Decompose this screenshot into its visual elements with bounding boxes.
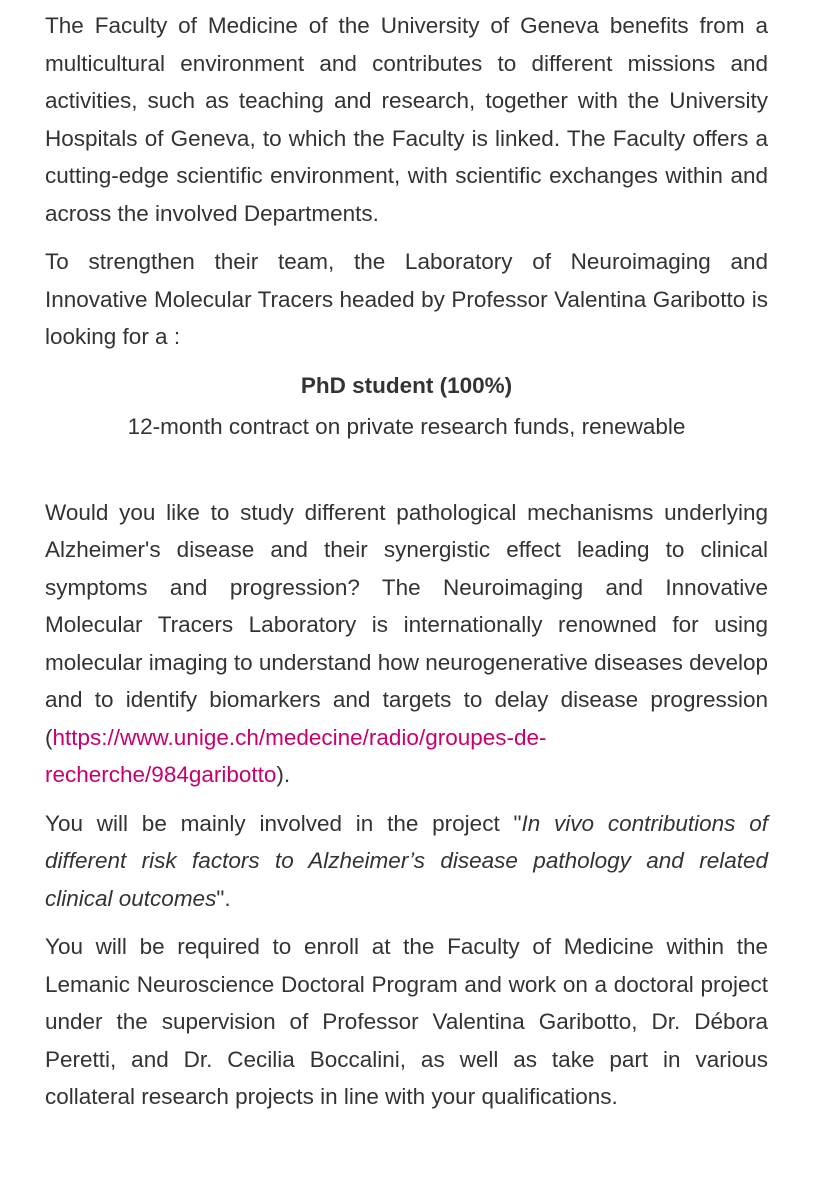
position-title: PhD student (100%) (300, 372, 513, 398)
study-paragraph (45, 494, 768, 794)
intro-paragraph: The Faculty of Medicine of the University of Geneva benefits from a multicultural environment and contributes to different missions and activities, such as teaching and research, together with the University Hospitals of Geneva, to which the Faculty is linked. The Faculty offers a cutting-edge scientific environment, with scientific exchanges within and across the involved Departments. (45, 13, 768, 226)
lab-website-link[interactable] (45, 725, 547, 788)
project-suffix: ". (216, 885, 231, 911)
project-paragraph (45, 805, 768, 918)
enroll-paragraph: You will be required to enroll at the Faculty of Medicine within the Lemanic Neuroscience Doctoral Program and work on a doctoral project under the supervision of Professor Valentina Garibotto, Dr. Débora Peretti, and Dr. Cecilia Boccalini, as well as take part in various collateral research projects in line with your qualifications. (45, 934, 768, 1109)
contract-info: 12-month contract on private research funds, renewable (127, 414, 686, 439)
link-close-paren: ). (276, 762, 291, 787)
study-link-line (45, 719, 768, 794)
team-intro-paragraph: To strengthen their team, the Laboratory of Neuroimaging and Innovative Molecular Tracers headed by Professor Valentina Garibotto is looking for a : (45, 249, 768, 349)
job-posting (45, 7, 768, 1116)
project-prefix: You will be mainly involved in the project " (45, 810, 522, 836)
link-text-line2: recherche/984garibotto (45, 762, 277, 787)
project-title: In vivo contributions of different risk factors to Alzheimer’s disease pathology and related clinical outcomes (45, 810, 768, 911)
link-open-paren: ( (45, 724, 53, 750)
study-text: Would you like to study different pathological mechanisms underlying Alzheimer's disease and their synergistic effect leading to clinical symptoms and progression? The Neuroimaging and Innovative Molecular Tracers Laboratory is internationally renowned for using molecular imaging to understand how neurogenerative diseases develop and to identify biomarkers and targets to delay disease progression (45, 499, 768, 712)
link-text-line1: https://www.unige.ch/medecine/radio/groupes-de- (52, 724, 547, 750)
